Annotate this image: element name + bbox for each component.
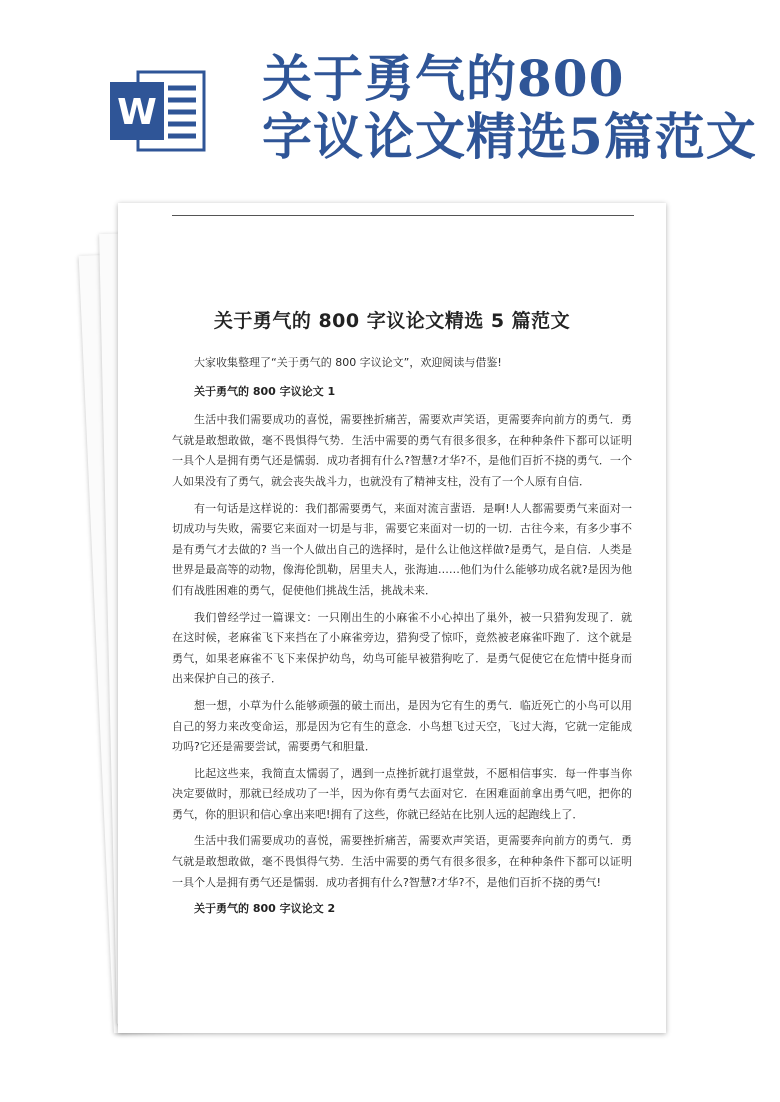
word-document-icon — [108, 68, 208, 154]
body-paragraph: 想一想，小草为什么能够顽强的破土而出，是因为它有生的勇气．临近死亡的小鸟可以用自己的努力来改变命运，那是因为它有生的意念．小鸟想飞过天空，飞过大海，它就一定能成功吗?它还是需要尝试，需要勇气和胆量． — [172, 698, 632, 754]
section-heading-1: 关于勇气的 800 字议论文 1 — [194, 384, 336, 398]
document-page — [118, 203, 666, 1033]
banner-title-line-2: 字议论文精选5篇范文 — [262, 107, 757, 166]
word-icon-letter: W — [117, 92, 157, 133]
document-title: 关于勇气的 800 字议论文精选 5 篇范文 — [213, 310, 571, 332]
body-paragraph: 生活中我们需要成功的喜悦，需要挫折痛苦，需要欢声笑语，更需要奔向前方的勇气．勇气就是敢想敢做，毫不畏惧得气势．生活中需要的勇气有很多很多，在种种条件下都可以证明一具个人是拥有勇气还是懦弱．成功者拥有什么?智慧?才华?不，是他们百折不挠的勇气．一个人如果没有了勇气，就会丧失战斗力，也就没有了精神支柱，没有了一个人原有自信． — [172, 413, 632, 488]
banner-title — [262, 50, 772, 166]
header-rule — [172, 215, 634, 216]
banner-title-line-1: 关于勇气的800 — [262, 49, 625, 108]
body-paragraph: 有一句话是这样说的：我们都需要勇气，来面对流言蜚语．是啊!人人都需要勇气来面对一切成功与失败，需要它来面对一切是与非，需要它来面对一切的一切．古往今来，有多少事不是有勇气才去做的? 当一个人做出自己的选择时，是什么让他这样做?是勇气，是自信．人类是世界是最高等的动物，像海伦凯勒，居里夫人，张海迪……他们为什么能够功成名就?是因为他们有战胜困难的勇气，促使他们挑战生活，挑战未来． — [172, 501, 632, 597]
body-paragraph: 我们曾经学过一篇课文：一只刚出生的小麻雀不小心掉出了巢外，被一只猎狗发现了．就在这时候，老麻雀飞下来挡在了小麻雀旁边，猎狗受了惊吓，竟然被老麻雀吓跑了．这个就是勇气，如果老麻雀不飞下来保护幼鸟，幼鸟可能早被猎狗吃了．是勇气促使它在危情中挺身而出来保护自己的孩子． — [172, 610, 632, 686]
intro-paragraph: 大家收集整理了“关于勇气的 800 字议论文”，欢迎阅读与借鉴! — [194, 356, 502, 369]
body-paragraph: 比起这些来，我简直太懦弱了，遇到一点挫折就打退堂鼓，不愿相信事实．每一件事当你决定要做时，那就已经成功了一半，因为你有勇气去面对它．在困难面前拿出勇气吧，把你的勇气，你的胆识和信心拿出来吧!拥有了这些，你就已经站在比别人远的起跑线上了． — [172, 766, 632, 821]
body-paragraph: 生活中我们需要成功的喜悦，需要挫折痛苦，需要欢声笑语，更需要奔向前方的勇气．勇气就是敢想敢做，毫不畏惧得气势．生活中需要的勇气有很多很多，在种种条件下都可以证明一具个人是拥有勇气还是懦弱．成功者拥有什么?智慧?才华?不，是他们百折不挠的勇气! — [172, 834, 632, 889]
section-heading-2: 关于勇气的 800 字议论文 2 — [194, 902, 336, 916]
document-body — [172, 353, 632, 928]
